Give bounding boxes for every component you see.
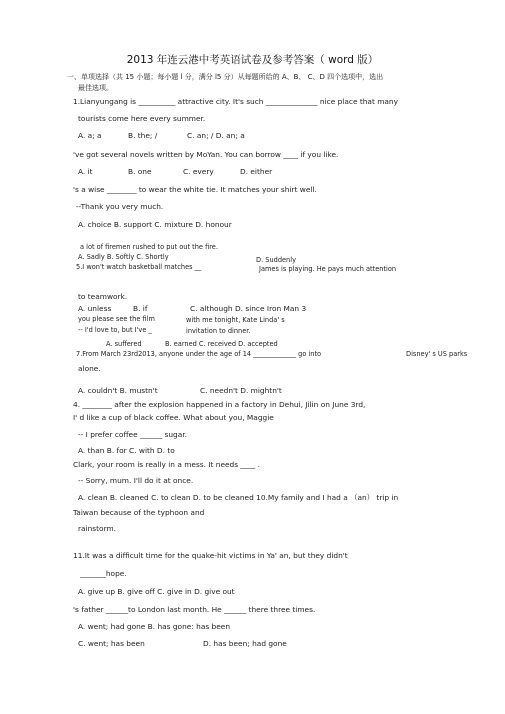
question-2: 've got several novels written by MoYan. You can borrow ____ if you like. (73, 150, 339, 159)
option-b: B. the; / (128, 131, 158, 140)
question-4-option-d: D. Suddenly (256, 256, 296, 264)
option-c: C. every (183, 167, 214, 176)
question-10-cont: Taiwan because of the typhoon and (73, 508, 205, 517)
question-10: Clark, your room is really in a mess. It needs ____ . (73, 460, 260, 469)
option-a: A. it (78, 167, 93, 176)
option-a: A. a; a (78, 131, 102, 140)
question-7: 7.From March 23rd2013, anyone under the age of 14 _____________ go into (76, 350, 322, 358)
question-11-cont: _______hope. (80, 569, 127, 578)
option-c-d: C. although D. since Iron Man 3 (190, 304, 307, 313)
option-c-d: C. needn't D. mightn't (200, 386, 282, 395)
question-10-options: A. clean B. cleaned C. to clean D. to be cleaned 10.My family and I had a （an） trip in (78, 493, 399, 502)
question-10-cont-2: rainstorm. (78, 524, 117, 533)
question-7-cont-2: alone. (78, 364, 101, 373)
question-12: 's father ______to London last month. He ______ there three times. (73, 605, 316, 614)
section-instruction-cont: 最佳选项。 (78, 84, 113, 92)
question-8: 4. ________ after the explosion happened in a factory in Dehui, Jilin on June 3rd, (73, 400, 366, 409)
option-a-b: A. couldn't B. mustn't (78, 386, 158, 395)
option-b-d: B. earned C. received D. accepted (165, 340, 278, 348)
question-9-reply: -- I prefer coffee ______ sugar. (78, 430, 187, 439)
question-6-cont: with me tonight, Kate Linda' s (186, 316, 285, 324)
question-6-reply: -- I'd love to, but I've _ (78, 326, 152, 334)
question-3: 's a wise ________ to wear the white tie. It matches your shirt well. (73, 185, 317, 194)
option-b: B. one (128, 167, 152, 176)
page-title: 2013 年连云港中考英语试卷及参考答案（ word 版） (126, 54, 379, 66)
option-a-b: A. went; had gone B. has gone: has been (78, 622, 231, 631)
question-4-options: A. Sadly B. Softly C. Shortly (78, 253, 169, 261)
question-11: 11.It was a difficult time for the quake-hit victims in Ya' an, but they didn't (73, 551, 348, 560)
question-5-cont-2: to teamwork. (78, 292, 128, 301)
question-11-options: A. give up B. give off C. give in D. give out (78, 587, 235, 596)
question-3-options: A. choice B. support C. mixture D. honour (78, 220, 232, 229)
option-d: D. has been; had gone (203, 639, 287, 648)
option-a: A. suffered (106, 340, 142, 348)
question-4-stem: a lot of firemen rushed to put out the fire. (80, 243, 218, 251)
option-c-d: C. an; / D. an; a (187, 131, 245, 140)
option-a: A. unless (78, 304, 112, 313)
question-6: you please see the film (78, 315, 155, 323)
question-10-reply: -- Sorry, mum. I'll do it at once. (78, 476, 194, 485)
question-7-cont: Disney' s US parks (406, 350, 468, 358)
question-1: 1.Lianyungang is __________ attractive city. It's such ______________ nice place that many (73, 97, 398, 106)
option-c: C. went; has been (78, 639, 145, 648)
question-9: I' d like a cup of black coffee. What about you, Maggie (73, 413, 274, 422)
question-6-reply-cont: invitation to dinner. (186, 327, 251, 335)
question-5-cont: James is playing. He pays much attention (259, 265, 397, 273)
question-5: 5.I won't watch basketball matches __ (76, 263, 202, 271)
question-9-options: A. than B. for C. with D. to (78, 446, 175, 455)
option-d: D. either (240, 167, 273, 176)
section-instruction: 一、单项选择（共 15 小题；每小题 l 分，满分 l5 分）从每题所给的 A、B、 C、D 四个选项中，选出 (67, 73, 384, 81)
question-3-reply: --Thank you very much. (76, 202, 164, 211)
option-b: B. if (133, 304, 148, 313)
question-1-cont: tourists come here every summer. (78, 114, 206, 123)
